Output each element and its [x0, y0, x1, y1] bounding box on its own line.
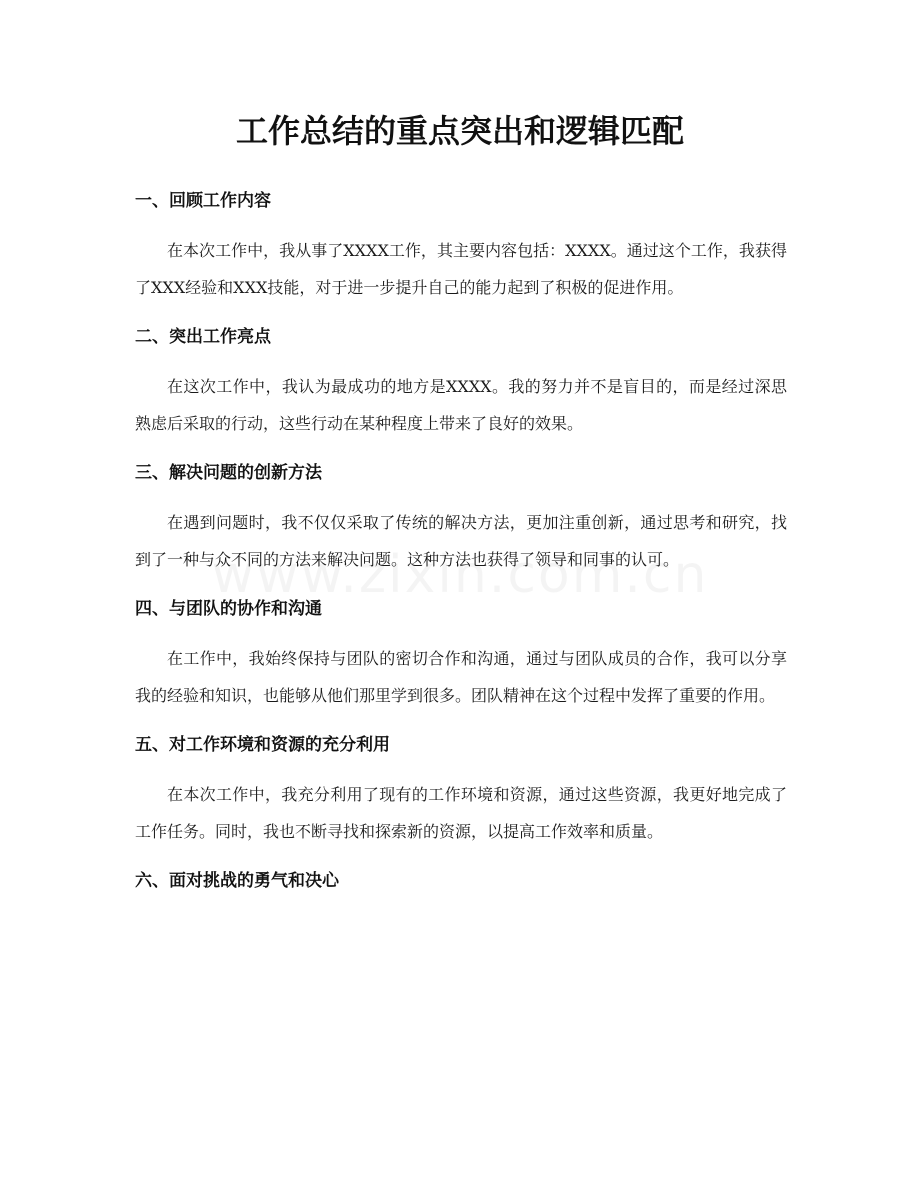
section-heading: 二、突出工作亮点 — [135, 327, 271, 347]
section-body: 在工作中，我始终保持与团队的密切合作和沟通，通过与团队成员的合作，我可以分享我的经验和知识，也能够从他们那里学到很多。团队精神在这个过程中发挥了重要的作用。 — [135, 649, 787, 705]
section-heading: 六、面对挑战的勇气和决心 — [135, 871, 339, 891]
section-innovation — [135, 460, 787, 578]
section-heading: 四、与团队的协作和沟通 — [135, 599, 322, 619]
section-teamwork — [135, 596, 787, 714]
document-title: 工作总结的重点突出和逻辑匹配 — [235, 112, 684, 150]
section-body: 在本次工作中，我充分利用了现有的工作环境和资源，通过这些资源，我更好地完成了工作任务。同时，我也不断寻找和探索新的资源，以提高工作效率和质量。 — [135, 785, 787, 841]
section-resources — [135, 732, 787, 850]
section-challenges — [135, 868, 787, 894]
section-highlights — [135, 324, 787, 442]
document-content — [135, 188, 787, 912]
section-heading: 五、对工作环境和资源的充分利用 — [135, 735, 390, 755]
section-body: 在本次工作中，我从事了XXXX工作，其主要内容包括：XXXX。通过这个工作，我获得了XXX经验和XXX技能，对于进一步提升自己的能力起到了积极的促进作用。 — [135, 241, 787, 297]
section-heading: 一、回顾工作内容 — [135, 191, 271, 211]
section-body: 在遇到问题时，我不仅仅采取了传统的解决方法，更加注重创新，通过思考和研究，找到了一种与众不同的方法来解决问题。这种方法也获得了领导和同事的认可。 — [135, 513, 787, 569]
section-review-work — [135, 188, 787, 306]
section-body: 在这次工作中，我认为最成功的地方是XXXX。我的努力并不是盲目的，而是经过深思熟虑后采取的行动，这些行动在某种程度上带来了良好的效果。 — [135, 377, 787, 433]
section-heading: 三、解决问题的创新方法 — [135, 463, 322, 483]
